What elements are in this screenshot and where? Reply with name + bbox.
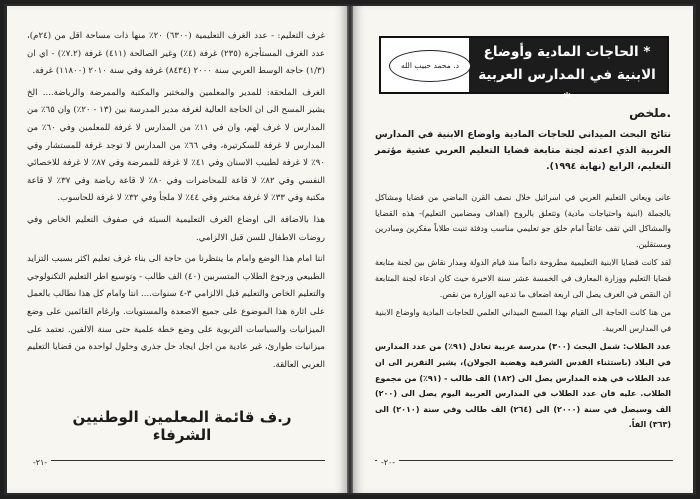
author-name: د. محمد حبيب الله xyxy=(389,50,471,82)
paragraph: عدد الطلاب: شمل البحث (٣٠٠) مدرسة عربية تعادل (٩١٪) من عدد المدارس في البلاد (باستثناء القدس الشرقية وهضبة الجولان)، يشير التقرير الى ان عدد الطلاب في هذه المدارس يصل الى (١٨٢) الف طالب - (٩١٪) من مجموع الطلاب. عليه فان عدد الطلاب في المدارس العربية اليوم يصل الى (٢٠٠) الف وسيصل في سنة (٢٠٠٠) الى (٢٦٤) الف طالب وفي سنة (٢٠١٠) الى (٣٦٣) الفاً. xyxy=(375,342,672,430)
page-21 xyxy=(7,6,347,493)
paragraph: عانى ويعاني التعليم العربي في اسرائيل خلال نصف القرن الماضي من قضايا ومشاكل بالجملة (ابنية واحتياجات مادية) وتتعلق بالروح (اهداف ومضامين التعليم)- هذه القضايا والمشاكل التي تقف عائقاً امام خلق جو تعليمي مناسب ودفئة تنبت طلاباً مفكرين ومبادرين ومستقلين. xyxy=(375,193,671,249)
article-title-box xyxy=(379,36,669,106)
footer-rule xyxy=(29,460,325,461)
abstract-heading: .ملخص xyxy=(629,106,671,120)
page-20 xyxy=(353,6,693,493)
title-line-1: * الحاجات المادية وأوضاع xyxy=(483,44,651,60)
page-number: -٢٠- xyxy=(377,458,399,467)
paragraph: لقد كانت قضايا الابنية التعليمية مطروحة دائماً منذ قيام الدولة ومدار نقاش بين لجنة متابعة قضايا التعليم ووزارة المعارف في الخمسة عشر سنة الاخيرة حيث كان ادعاء لجنة المتابعة ان النقص في الغرف يصل الى اربعة اضعاف ما تدعيه الوزارة من نقص. xyxy=(375,258,671,299)
paragraph: انتا امام هذا الوضع وامام ما ينتظرنا من حاجة الى بناء غرف تعليم اكثر بسبب التزايد الطبيعي ورجوع الطلاب المتسربين (٤٠) الف طالب - وتوسيع اطر التعليم التكنولوجي والتعليم الخاص والتعليم قبل الالزامي ٣-٤ سنوات.... انتا وامام كل هذا نطالب بالعمل على اثارة هذا الموضوع على جميع الاصعدة والمستويات. وارغام القائمين على وضع الميزانيات والسياسات التربوية على وضع خطة علمية حتى سنة الالفين. تعتمد على ميزانيات طوارئ، غير عادية من اجل ايجاد حل جذري وحلول لواحدة من قضايا التعليم العربي العالقة. xyxy=(27,254,325,370)
title-line-2: الابنية في المدارس العربية * xyxy=(478,67,656,106)
page-21-body xyxy=(27,28,325,378)
article-title xyxy=(473,41,661,110)
book-spread xyxy=(4,4,696,495)
paragraph: الغرف الملحقة: للمدير والمعلمين والمختبر والمكتبة والممرضة والرياضة.... الخ يشير المسح الى ان الحاجة العالية لغرفة مدير المدرسة بين (١٣ - ٢٠٪) وان ٦٥٪ من المدارس لا غرف لهم، وان في ١١٪ من المدارس لا غرفة للمعلمين وفي ٦٠٪ من المدارس لا غرفة للسكرتيرة، وفي ٦٦٪ من المدارس لا توجد غرفة للمستشار وفي ٩٠٪ لا غرفة لطبيب الاسنان وفي ٤١٪ لا غرفة للممرضة وفي ٨٧٪ لا غرفة للاخصائي النفسي وفي ٨٢٪ لا قاعة للمحاضرات وفي ٨٠٪ لا قاعة رياضة وفي ٣٧٪ لا قاعة مكتبة وفي ٣٣٪ لا غرفة مختبر وفي ٤٤٪ لا ملجأ وفي ٣٢٪ لا غرفة للحاسوب. xyxy=(27,87,325,204)
paragraph: من هنا كانت الحاجة الى القيام بهذا المسح الميداني العلمي للحاجات المادية واوضاع الابنية في المدارس العربية. xyxy=(375,308,671,333)
paragraph: غرف التعليم: - عدد الغرف التعليمية (٦٣٠٠) ٢٠٪ منها ذات مساحة اقل من (٢٤م)، عدد الغرف المستأجرة (٢٣٥) غرفة (٤٪) وغير الصالحة (٤١١) غرفة (٧.٢٪) - اي ان (١/٣) حاجة الوسط العربي سنة ٢٠٠٠ (٨٤٣٤) غرفة وفي سنة ٢٠١٠ (١١٨٠٠) غرفة. xyxy=(27,31,325,77)
page-20-body xyxy=(375,190,671,436)
abstract-summary: نتائج البحث الميداني للحاجات المادية واوضاع الابنية في المدارس العربية الذي اعدته لجنة متابعة قضايا التعليم العربي عشية مؤتمر التعليم، الرابع (نهاية ١٩٩٤). xyxy=(375,129,671,172)
footer-rule xyxy=(375,460,673,461)
title-banner xyxy=(469,38,667,106)
page-number: -٢١- xyxy=(29,458,51,467)
paragraph: هذا بالاضافة الى اوضاع الغرف التعليمية السيئة في صفوف التعليم الخاص وفي روضات الاطفال للسن قبل الالزامي. xyxy=(27,214,325,243)
signature: ر.ف قائمة المعلمين الوطنيين الشرفاء xyxy=(72,408,292,444)
